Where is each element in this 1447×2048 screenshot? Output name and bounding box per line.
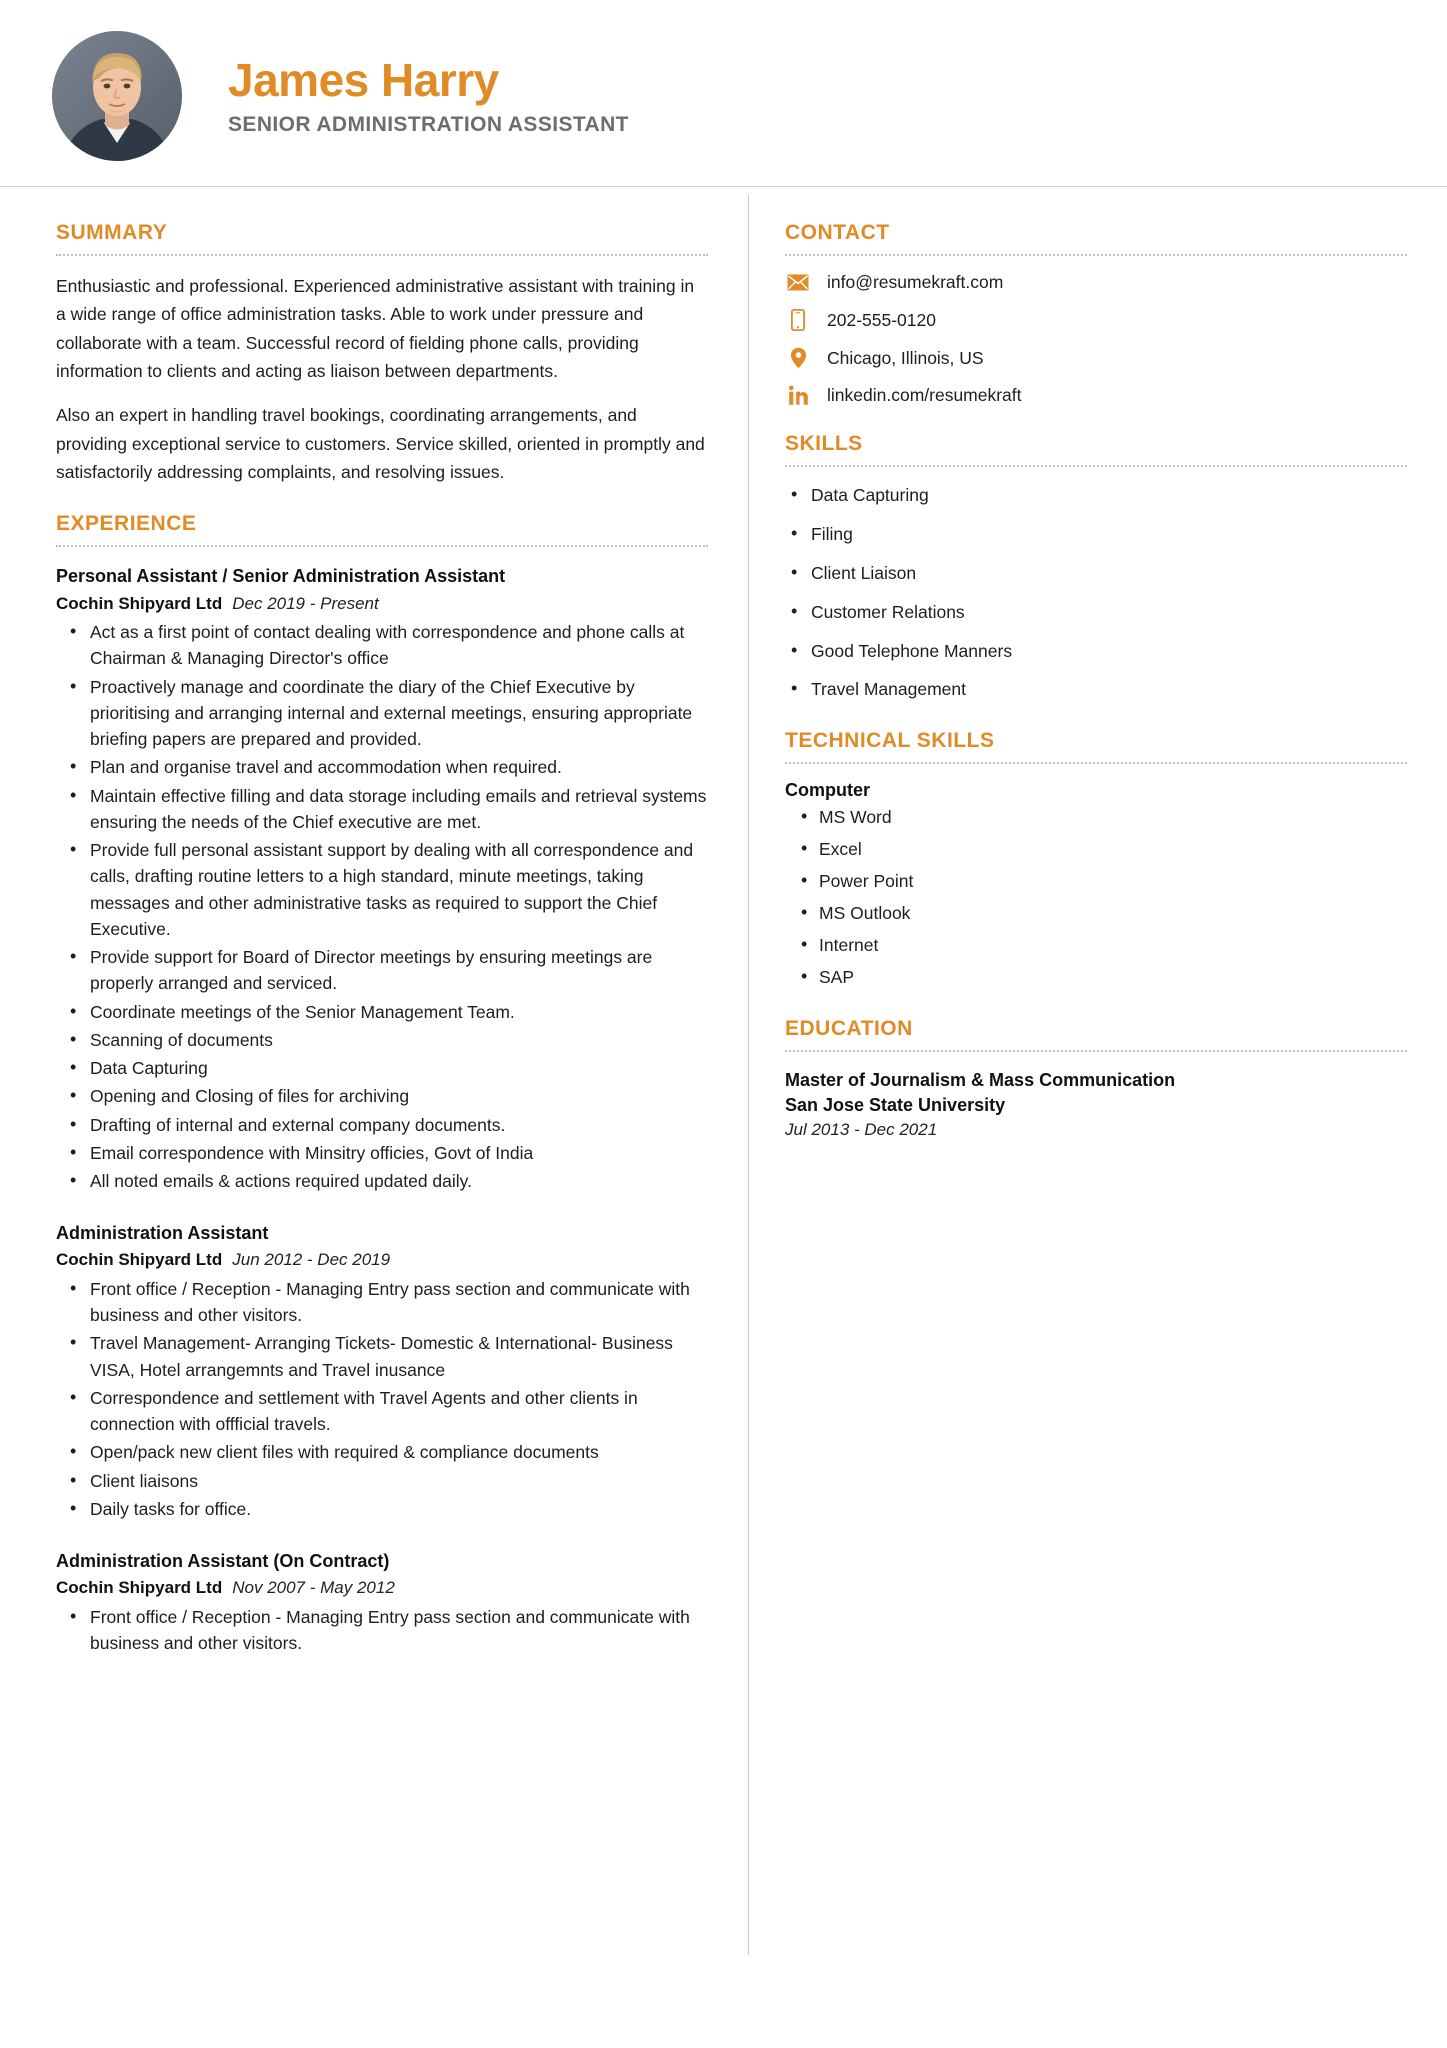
left-column xyxy=(0,187,748,1682)
header-job-title: SENIOR ADMINISTRATION ASSISTANT xyxy=(228,112,629,136)
job-role: Personal Assistant / Senior Administration Assistant xyxy=(56,566,506,587)
section-rule xyxy=(56,254,708,256)
technical-skills-heading: TECHNICAL SKILLS xyxy=(785,729,995,753)
job-company: Cochin Shipyard Ltd xyxy=(56,1578,223,1598)
technical-skills-section xyxy=(785,729,1407,990)
list-item: • Excel xyxy=(785,837,1407,863)
list-item: • Travel Management- Arranging Tickets- Domestic & International- Business VISA, Hotel arrangemnts and Travel inusance xyxy=(56,1330,708,1383)
contact-item-phone[interactable] xyxy=(785,309,1407,331)
job-bullets xyxy=(56,1604,708,1657)
education-degree: Master of Journalism & Mass Communication xyxy=(785,1069,1176,1090)
experience-entry xyxy=(56,1220,708,1522)
page-title: James Harry xyxy=(228,54,499,107)
contact-item-location[interactable] xyxy=(785,347,1407,369)
list-item: • Customer Relations xyxy=(785,600,1407,626)
section-rule xyxy=(785,1050,1407,1052)
resume-body xyxy=(0,187,1447,1955)
job-dates: Dec 2019 - Present xyxy=(232,593,379,613)
section-rule xyxy=(785,762,1407,764)
list-item: • Proactively manage and coordinate the diary of the Chief Executive by prioritising and arranging internal and external meetings, ensuring appropriate briefing papers are prepared and provided. xyxy=(56,674,708,753)
list-item: • Maintain effective filling and data storage including emails and retrieval systems ensuring the needs of the Chief executive are met. xyxy=(56,783,708,836)
list-item: • Email correspondence with Minsitry officies, Govt of India xyxy=(56,1140,708,1166)
list-item: • Daily tasks for office. xyxy=(56,1496,708,1522)
list-item: • SAP xyxy=(785,965,1407,991)
mobile-phone-icon xyxy=(785,309,811,331)
list-item: • MS Word xyxy=(785,805,1407,831)
contact-value: 202-555-0120 xyxy=(827,309,936,330)
contact-item-linkedin[interactable] xyxy=(785,385,1407,406)
contact-value: Chicago, Illinois, US xyxy=(827,347,984,368)
list-item: • Provide support for Board of Director meetings by ensuring meetings are properly arranged and serviced. xyxy=(56,944,708,997)
contact-value: linkedin.com/resumekraft xyxy=(827,385,1022,405)
job-meta xyxy=(56,591,708,617)
experience-entry xyxy=(56,1548,708,1656)
list-item: • Internet xyxy=(785,933,1407,959)
skills-list xyxy=(785,483,1407,703)
list-item: • Plan and organise travel and accommodation when required. xyxy=(56,754,708,780)
summary-section xyxy=(56,221,708,486)
avatar xyxy=(52,31,182,161)
job-role: Administration Assistant (On Contract) xyxy=(56,1551,390,1572)
list-item: • Power Point xyxy=(785,869,1407,895)
list-item: • Travel Management xyxy=(785,677,1407,703)
section-rule xyxy=(785,254,1407,256)
right-column xyxy=(749,187,1447,1168)
list-item: • Drafting of internal and external company documents. xyxy=(56,1112,708,1138)
list-item: • Provide full personal assistant support by dealing with all correspondence and calls, drafting routine letters to a high standard, minute meetings, taking messages and other administrative tasks as required to support the Chief Executive. xyxy=(56,837,708,942)
skills-section xyxy=(785,432,1407,703)
list-item: • Client Liaison xyxy=(785,561,1407,587)
job-bullets xyxy=(56,619,708,1194)
job-dates: Jun 2012 - Dec 2019 xyxy=(232,1250,391,1270)
education-dates: Jul 2013 - Dec 2021 xyxy=(785,1120,938,1140)
contact-value: info@resumekraft.com xyxy=(827,272,1004,292)
list-item: • All noted emails & actions required updated daily. xyxy=(56,1168,708,1194)
contact-item-email[interactable] xyxy=(785,272,1407,293)
summary-heading: SUMMARY xyxy=(56,221,168,244)
section-rule xyxy=(56,545,708,547)
summary-paragraph: Enthusiastic and professional. Experienced administrative assistant with training in a wide range of office administration tasks. Able to work under pressure and collaborate with a team. Successful record of fielding phone calls, providing information to clients and acting as liaison between departments. xyxy=(56,276,695,382)
job-meta xyxy=(56,1247,708,1273)
job-meta xyxy=(56,1575,708,1601)
contact-heading: CONTACT xyxy=(785,221,890,244)
summary-paragraph: Also an expert in handling travel bookings, coordinating arrangements, and providing exceptional service to customers. Service skilled, oriented in promptly and satisfactorily addressing complaints, and resolving issues. xyxy=(56,405,705,483)
list-item: • MS Outlook xyxy=(785,901,1407,927)
list-item: • Opening and Closing of files for archiving xyxy=(56,1083,708,1109)
job-dates: Nov 2007 - May 2012 xyxy=(232,1578,395,1598)
job-company: Cochin Shipyard Ltd xyxy=(56,593,223,613)
list-item: • Filing xyxy=(785,522,1407,548)
list-item: • Good Telephone Manners xyxy=(785,639,1407,665)
map-pin-icon xyxy=(785,347,811,369)
list-item: • Coordinate meetings of the Senior Management Team. xyxy=(56,999,708,1025)
list-item: • Data Capturing xyxy=(785,483,1407,509)
list-item: • Act as a first point of contact dealing with correspondence and phone calls at Chairman & Managing Director's office xyxy=(56,619,708,672)
contact-section xyxy=(785,221,1407,406)
list-item: • Front office / Reception - Managing Entry pass section and communicate with business and other visitors. xyxy=(56,1276,708,1329)
name-block xyxy=(228,55,629,137)
section-rule xyxy=(785,465,1407,467)
linkedin-icon xyxy=(785,385,811,406)
list-item: • Scanning of documents xyxy=(56,1027,708,1053)
list-item: • Front office / Reception - Managing Entry pass section and communicate with business and other visitors. xyxy=(56,1604,708,1657)
list-item: • Correspondence and settlement with Travel Agents and other clients in connection with offficial travels. xyxy=(56,1385,708,1438)
experience-section xyxy=(56,512,708,1656)
list-item: • Client liaisons xyxy=(56,1468,708,1494)
job-company: Cochin Shipyard Ltd xyxy=(56,1250,223,1270)
skills-heading: SKILLS xyxy=(785,432,863,455)
technical-skills-subheading: Computer xyxy=(785,780,870,801)
experience-entry xyxy=(56,563,708,1194)
education-section xyxy=(785,1017,1407,1142)
technical-skills-list xyxy=(785,805,1407,990)
experience-heading: EXPERIENCE xyxy=(56,512,197,536)
job-bullets xyxy=(56,1276,708,1522)
job-role: Administration Assistant xyxy=(56,1223,269,1244)
education-school: San Jose State University xyxy=(785,1094,1006,1115)
education-heading: EDUCATION xyxy=(785,1016,913,1040)
resume-header xyxy=(0,0,1447,186)
envelope-icon xyxy=(785,274,811,291)
list-item: • Data Capturing xyxy=(56,1055,708,1081)
list-item: • Open/pack new client files with required & compliance documents xyxy=(56,1439,708,1465)
